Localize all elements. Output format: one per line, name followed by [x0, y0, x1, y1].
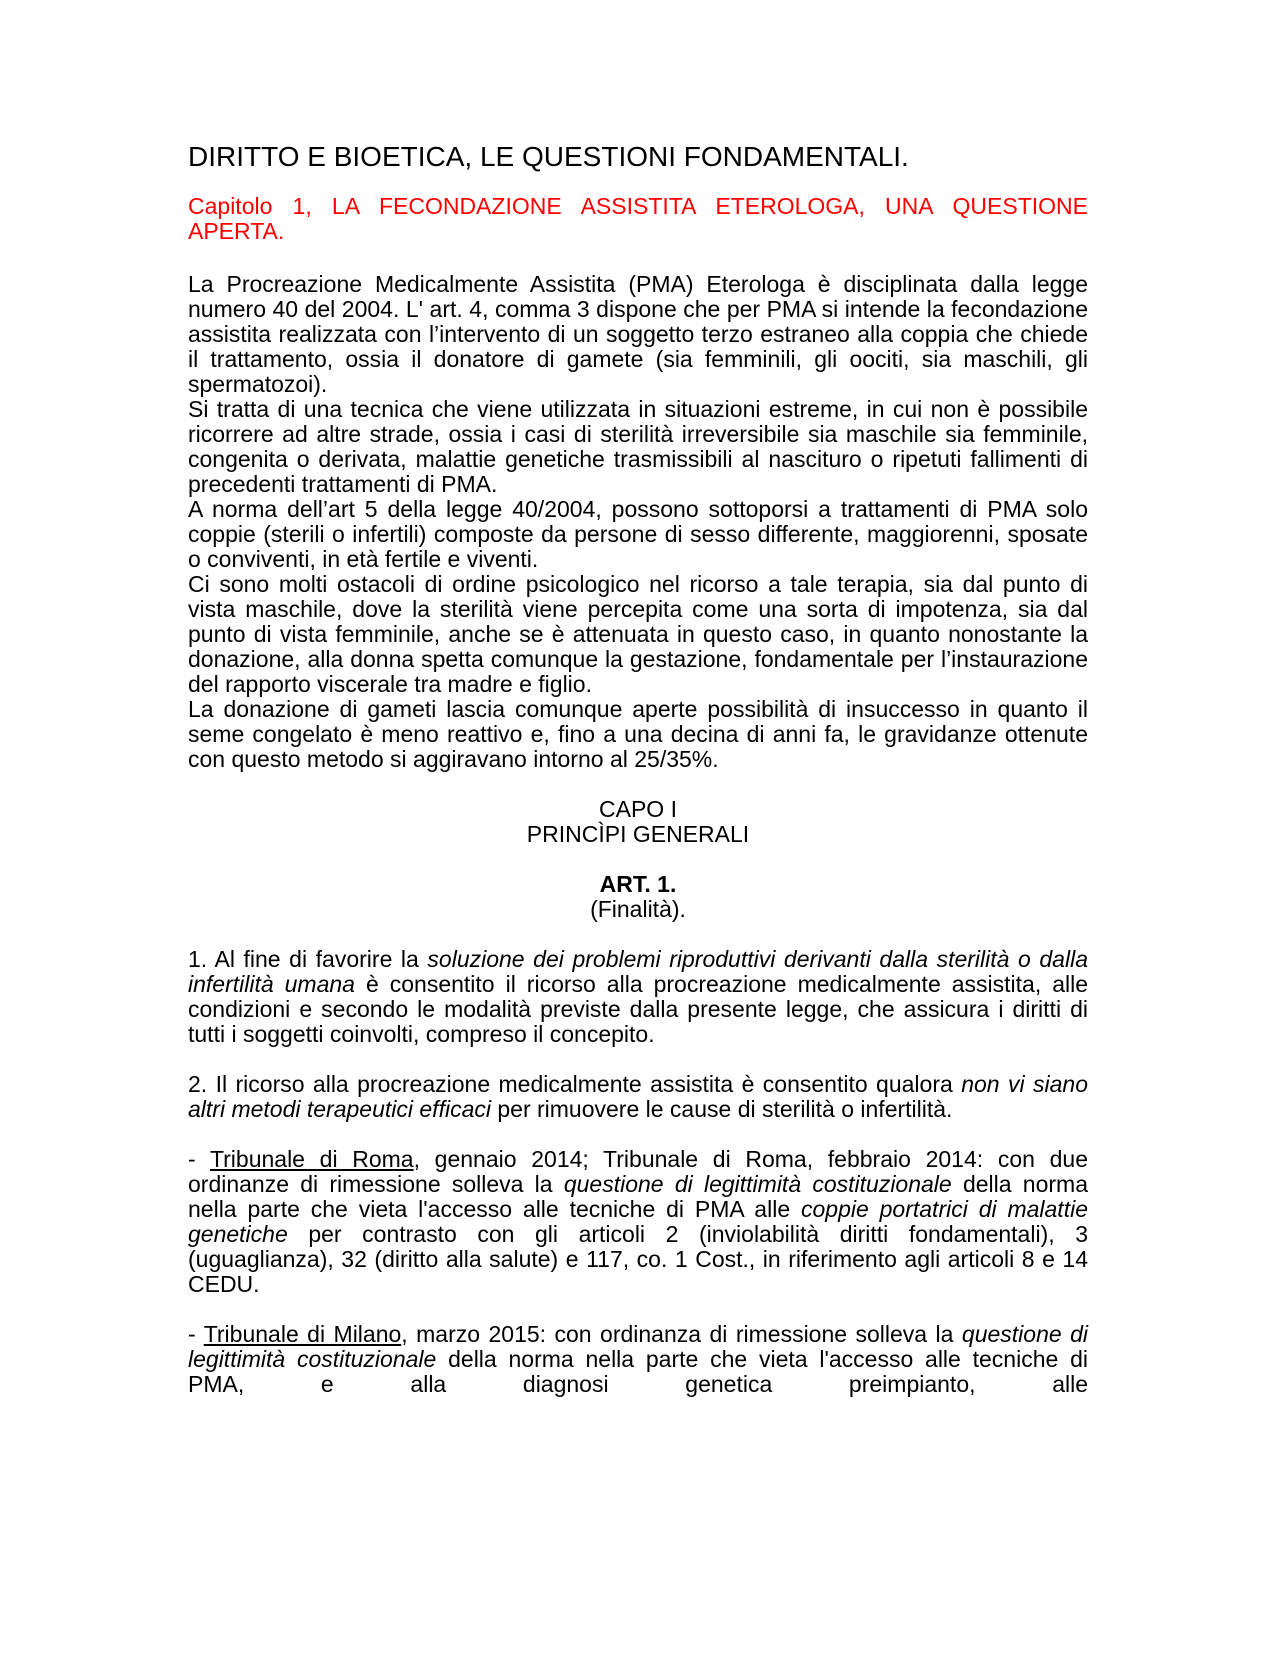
- milano-emphasis: questione di legittimità costituzionale: [188, 1321, 1089, 1372]
- comma-2-text-c: per rimuovere le cause di sterilità o infertilità.: [490, 1096, 953, 1122]
- article-number: ART. 1.: [599, 871, 677, 897]
- comma-1-text-a: 1. Al fine di favorire la: [188, 946, 428, 972]
- paragraph-4: Ci sono molti ostacoli di ordine psicologico nel ricorso a tale terapia, sia dal punto di vista maschile, dove la sterilità viene percepita come una sorta di impotenza, sia dal punto di vista femminile, anche se è attenuata in questo caso, in quanto nonostante la donazione, alla donna spetta comunque la gestazione, fondamentale per l’instaurazione del rapporto viscerale tra madre e figlio.: [188, 571, 1088, 697]
- roma-emphasis-1: questione di legittimità costituzionale: [563, 1171, 952, 1197]
- milano-text-a: , marzo 2015: con ordinanza di rimessione solleva la: [401, 1321, 962, 1347]
- paragraph-3: A norma dell’art 5 della legge 40/2004, possono sottoporsi a trattamenti di PMA solo coppie (sterili o infertili) composte da persone di sesso differente, maggiorenni, sposate o conviventi, in età fertile e viventi.: [188, 496, 1088, 572]
- comma-1-emphasis: soluzione dei problemi riproduttivi derivanti dalla sterilità o dalla infertilità umana: [188, 946, 1088, 997]
- spacer: [188, 922, 1088, 947]
- document-title: DIRITTO E BIOETICA, LE QUESTIONI FONDAMENTALI.: [188, 141, 909, 172]
- spacer: [188, 1047, 1088, 1072]
- paragraph-1: La Procreazione Medicalmente Assistita (PMA) Eterologa è disciplinata dalla legge numero 40 del 2004. L' art. 4, comma 3 dispone che per PMA si intende la fecondazione assistita realizzata con l’intervento di un soggetto terzo estraneo alla coppia che chiede il trattamento, ossia il donatore di gamete (sia femminili, gli oociti, sia maschili, gli spermatozoi).: [188, 271, 1088, 397]
- roma-text-e: per contrasto con gli articoli 2 (inviolabilità diritti fondamentali), 3 (uguaglianza), 32 (diritto alla salute) e 117, co. 1 Cost., in riferimento agli articoli 8 e 14 CEDU.: [188, 1221, 1088, 1297]
- document-page: [188, 140, 1088, 1397]
- spacer: [188, 772, 1088, 797]
- tribunale-roma-paragraph: [188, 1147, 1088, 1297]
- milano-text-c: della norma nella parte che vieta l'accesso alle tecniche di PMA, e alla diagnosi genetica preimpianto, alle: [188, 1346, 1088, 1397]
- article-subtitle: (Finalità).: [590, 896, 686, 922]
- capo-number: CAPO I: [599, 796, 677, 822]
- comma-1: [188, 947, 1088, 1047]
- tribunale-roma-name: Tribunale di Roma: [209, 1146, 414, 1172]
- capo-title: PRINCÌPI GENERALI: [526, 821, 750, 847]
- roma-dash: -: [188, 1146, 210, 1172]
- roma-text-c: della norma nella parte che vieta l'accesso alle tecniche di PMA alle: [188, 1171, 1088, 1222]
- tribunale-milano-paragraph: [188, 1322, 1088, 1397]
- tribunale-milano-name: Tribunale di Milano: [203, 1321, 402, 1347]
- paragraph-5: La donazione di gameti lascia comunque aperte possibilità di insuccesso in quanto il seme congelato è meno reattivo e, fino a una decina di anni fa, le gravidanze ottenute con questo metodo si aggiravano intorno al 25/35%.: [188, 696, 1088, 772]
- chapter-heading: Capitolo 1, LA FECONDAZIONE ASSISTITA ETEROLOGA, UNA QUESTIONE APERTA.: [188, 193, 1088, 244]
- spacer: [188, 1297, 1088, 1322]
- comma-2: [188, 1072, 1088, 1122]
- document-body: [188, 272, 1088, 1397]
- comma-1-text-c: è consentito il ricorso alla procreazione medicalmente assistita, alle condizioni e secondo le modalità previste dalla presente legge, che assicura i diritti di tutti i soggetti coinvolti, compreso il concepito.: [188, 971, 1089, 1047]
- spacer: [188, 1122, 1088, 1147]
- roma-emphasis-2: coppie portatrici di malattie genetiche: [188, 1196, 1088, 1247]
- spacer: [188, 847, 1088, 872]
- article-heading: [188, 872, 1088, 897]
- roma-text-a: , gennaio 2014; Tribunale di Roma, febbraio 2014: con due ordinanze di rimessione solleva la: [188, 1146, 1088, 1197]
- comma-2-text-a: 2. Il ricorso alla procreazione medicalmente assistita è consentito qualora: [188, 1071, 962, 1097]
- paragraph-2: Si tratta di una tecnica che viene utilizzata in situazioni estreme, in cui non è possibile ricorrere ad altre strade, ossia i casi di sterilità irreversibile sia maschile sia femminile, congenita o derivata, malattie genetiche trasmissibili al nascituro o ripetuti fallimenti di precedenti trattamenti di PMA.: [188, 396, 1088, 497]
- milano-dash: -: [188, 1321, 204, 1347]
- comma-2-emphasis: non vi siano altri metodi terapeutici efficaci: [188, 1071, 1088, 1122]
